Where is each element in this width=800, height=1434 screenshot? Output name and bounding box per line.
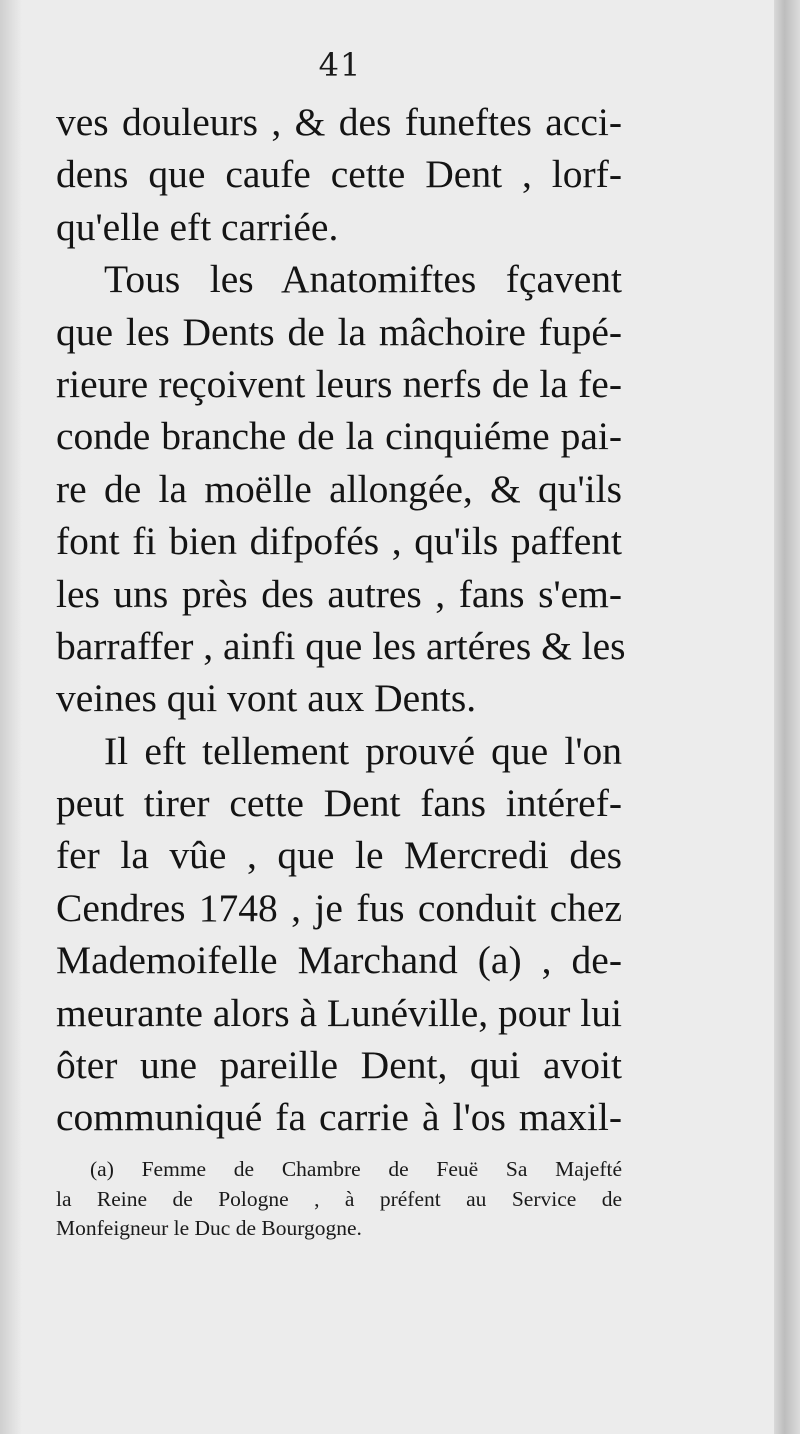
page-gutter-shadow (0, 0, 22, 1434)
text-line: barraffer , ainfi que les artéres & les (56, 623, 626, 668)
footnote-line: la Reine de Pologne , à préfent au Service de (56, 1186, 622, 1211)
text-line: Tous les Anatomiftes fçavent (104, 257, 622, 302)
text-line: qu'elle eft carriée. (56, 204, 339, 249)
footnote (56, 1155, 622, 1244)
text-line: fer la vûe , que le Mercredi des (56, 833, 622, 878)
text-line: dens que caufe cette Dent , lorf- (56, 152, 622, 197)
text-line: rieure reçoivent leurs nerfs de la fe- (56, 361, 622, 406)
text-line: meurante alors à Lunéville, pour lui (56, 990, 622, 1035)
footnote-line: Monfeigneur le Duc de Bourgogne. (56, 1216, 362, 1240)
text-line: ves douleurs , & des funeftes acci- (56, 100, 622, 144)
text-line: Cendres 1748 , je fus conduit chez (56, 885, 622, 930)
text-line: communiqué fa carrie à l'os maxil- (56, 1095, 622, 1140)
text-line: que les Dents de la mâchoire fupé- (56, 309, 622, 354)
text-line: font fi bien difpofés , qu'ils paffent (56, 519, 622, 564)
text-line: conde branche de la cinquiéme pai- (56, 414, 622, 459)
text-line: Il eft tellement prouvé que l'on (104, 728, 622, 773)
text-line: ôter une pareille Dent, qui avoit (56, 1043, 622, 1088)
text-line: veines qui vont aux Dents. (56, 676, 477, 721)
body-text (56, 96, 626, 1144)
text-line: peut tirer cette Dent fans intéref- (56, 781, 622, 826)
text-line: les uns près des autres , fans s'em- (56, 571, 622, 616)
page-edge (774, 0, 800, 1434)
text-line: Mademoifelle Marchand (a) , de- (56, 938, 622, 983)
page-number: 41 (318, 46, 362, 84)
text-line: re de la moëlle allongée, & qu'ils (56, 466, 622, 511)
footnote-line: (a) Femme de Chambre de Feuë Sa Majefté (90, 1157, 622, 1181)
